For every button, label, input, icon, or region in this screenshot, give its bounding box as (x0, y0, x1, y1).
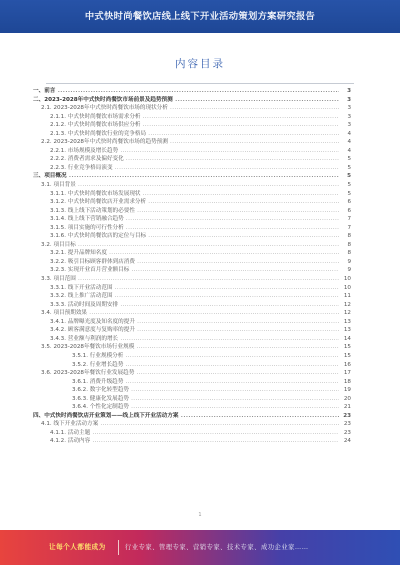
toc-entry[interactable] (33, 369, 351, 378)
toc-entry-title: 3.1.6. 中式快时尚餐饮店的定位与目标 ..... (50, 232, 339, 241)
toc-entry-page: 5 (347, 173, 351, 180)
toc-entry-title: 3.6.2. 数字化转型趋势 ..... (72, 386, 339, 395)
toc-entry-title: 3.4.1. 品牌曝光度及知名度的提升 ..... (50, 318, 339, 327)
toc-entry[interactable] (33, 181, 351, 190)
table-of-contents (33, 87, 351, 446)
page-number: 1 (198, 512, 202, 518)
toc-entry-title: 3.1.3. 线上线下活动策划的必要性 ..... (50, 207, 339, 216)
toc-entry-page: 17 (343, 370, 351, 377)
toc-entry[interactable] (33, 266, 351, 275)
toc-entry-page: 15 (343, 344, 351, 351)
toc-entry-page: 3 (347, 96, 351, 103)
toc-entry[interactable] (33, 241, 351, 250)
toc-entry[interactable] (33, 403, 351, 412)
toc-entry-page: 12 (343, 301, 351, 308)
toc-entry-page: 24 (343, 438, 351, 445)
toc-entry-title: 2.1.2. 中式快时尚餐饮市场供应分析 ..... (50, 121, 339, 130)
toc-entry-page: 11 (343, 293, 351, 300)
toc-entry[interactable] (33, 198, 351, 207)
toc-entry-page: 23 (343, 412, 351, 419)
toc-entry-title: 3.1.2. 中式快时尚餐饮店开业需求分析 ..... (50, 198, 339, 207)
toc-entry-title: 二、2023-2028年中式快时尚餐饮市场前景及趋势预测 ..... (33, 96, 339, 105)
toc-entry-page: 3 (347, 113, 351, 120)
toc-entry-page: 4 (347, 130, 351, 137)
toc-entry-title: 2.2.1. 市场规模及增长趋势 ..... (50, 147, 339, 156)
toc-entry-title: 3.4.3. 营业额与利润的增长 ..... (50, 335, 339, 344)
toc-entry-page: 15 (343, 352, 351, 359)
toc-entry-title: 3.2.1. 提升品牌知名度 ..... (50, 249, 339, 258)
toc-entry[interactable] (33, 437, 351, 446)
toc-heading: 内容目录 (175, 58, 225, 70)
toc-entry-page: 9 (347, 267, 351, 274)
toc-entry[interactable] (33, 155, 351, 164)
toc-entry[interactable] (33, 190, 351, 199)
toc-entry[interactable] (33, 420, 351, 429)
toc-entry-page: 8 (347, 241, 351, 248)
toc-entry-page: 5 (347, 190, 351, 197)
report-title-banner: 中式快时尚餐饮店线上线下开业活动策划方案研究报告 (0, 0, 400, 33)
toc-entry[interactable] (33, 130, 351, 139)
toc-entry-title: 3.6.3. 健康化发展趋势 ..... (72, 395, 339, 404)
toc-entry-page: 10 (343, 284, 351, 291)
toc-entry[interactable] (33, 378, 351, 387)
toc-entry-page: 19 (343, 387, 351, 394)
toc-entry[interactable] (33, 249, 351, 258)
toc-entry-title: 3.4. 项目预期效果 ..... (41, 309, 339, 318)
toc-entry-title: 2.1.1. 中式快时尚餐饮市场需求分析 ..... (50, 113, 339, 122)
title-divider (46, 83, 354, 84)
toc-entry-page: 4 (347, 139, 351, 146)
toc-entry[interactable] (33, 318, 351, 327)
toc-entry[interactable] (33, 224, 351, 233)
toc-entry-page: 9 (347, 258, 351, 265)
toc-entry-title: 3.1.1. 中式快时尚餐饮市场发展现状 ..... (50, 190, 339, 199)
toc-entry-title: 3.2. 项目目标 ..... (41, 241, 339, 250)
toc-entry-page: 14 (343, 335, 351, 342)
toc-entry[interactable] (33, 87, 351, 96)
toc-entry-title: 四、中式快时尚餐饮店开业策划——线上线下开业活动方案 ..... (33, 412, 339, 421)
footer-tagline: 行业专家、管理专家、营销专家、技术专家、成功企业家…… (125, 544, 309, 551)
footer-banner (0, 530, 400, 565)
toc-entry[interactable] (33, 352, 351, 361)
toc-entry-title: 2.1. 2023-2028年中式快时尚餐饮市场的现状分析 ..... (41, 104, 339, 113)
toc-entry-title: 3.5.2. 行业增长趋势 ..... (72, 361, 339, 370)
toc-entry[interactable] (33, 258, 351, 267)
toc-entry[interactable] (33, 147, 351, 156)
toc-entry[interactable] (33, 361, 351, 370)
toc-entry[interactable] (33, 284, 351, 293)
toc-entry-page: 8 (347, 250, 351, 257)
toc-entry-title: 2.1.3. 中式快时尚餐饮行业的竞争格局 ..... (50, 130, 339, 139)
toc-entry-title: 3.4.2. 顾客满意度与复购率的提升 ..... (50, 326, 339, 335)
toc-entry[interactable] (33, 309, 351, 318)
toc-entry-page: 7 (347, 216, 351, 223)
toc-entry-title: 2.2.2. 消费者需求及偏好变化 ..... (50, 155, 339, 164)
toc-entry-title: 3.2.3. 实现开业首月营业额目标 ..... (50, 266, 339, 275)
toc-entry-title: 2.2. 2023-2028年中式快时尚餐饮市场的趋势预测 ..... (41, 138, 339, 147)
toc-entry-title: 3.3.2. 线上推广活动范围 ..... (50, 292, 339, 301)
toc-entry-title: 4.1.1. 活动主题 ..... (50, 429, 339, 438)
toc-entry[interactable] (33, 207, 351, 216)
toc-entry-page: 3 (347, 88, 351, 94)
footer-slogan: 让每个人都能成为 (49, 543, 106, 551)
toc-entry[interactable] (33, 172, 351, 181)
toc-entry-title: 3.3.1. 线下开业活动范围 ..... (50, 284, 339, 293)
toc-entry-title: 3.6.4. 个性化定制趋势 ..... (72, 403, 339, 412)
toc-entry-title: 3.1.4. 线上线下营销融合趋势 ..... (50, 215, 339, 224)
toc-entry[interactable] (33, 326, 351, 335)
toc-entry-title: 一、前言 ..... (33, 87, 339, 96)
toc-entry[interactable] (33, 386, 351, 395)
toc-entry-page: 21 (343, 404, 351, 411)
toc-entry-title: 3.3. 项目范围 ..... (41, 275, 339, 284)
toc-entry-title: 三、项目概况 ..... (33, 172, 339, 181)
toc-entry[interactable] (33, 232, 351, 241)
toc-entry[interactable] (33, 275, 351, 284)
toc-entry-page: 4 (347, 147, 351, 154)
toc-entry-page: 5 (347, 156, 351, 163)
toc-entry-page: 6 (347, 199, 351, 206)
toc-entry-page: 5 (347, 164, 351, 171)
footer-separator (118, 540, 119, 555)
toc-entry-page: 23 (343, 421, 351, 428)
toc-entry[interactable] (33, 292, 351, 301)
toc-entry-title: 3.2.2. 吸引目标顾客群体到店消费 ..... (50, 258, 339, 267)
toc-entry-title: 4.1.2. 活动内容 ..... (50, 437, 339, 446)
toc-entry-title: 3.5.1. 行业规模分析 ..... (72, 352, 339, 361)
toc-entry-title: 3.1. 项目背景 ..... (41, 181, 339, 190)
toc-entry-title: 3.3.3. 活动时间及周期安排 ..... (50, 301, 339, 310)
toc-entry-page: 6 (347, 207, 351, 214)
toc-entry[interactable] (33, 215, 351, 224)
toc-entry[interactable] (33, 138, 351, 147)
toc-entry-page: 23 (343, 429, 351, 436)
toc-entry[interactable] (33, 96, 351, 105)
toc-entry[interactable] (33, 164, 351, 173)
toc-entry-page: 18 (343, 378, 351, 385)
toc-entry-page: 3 (347, 122, 351, 129)
toc-entry-page: 7 (347, 224, 351, 231)
toc-entry[interactable] (33, 429, 351, 438)
toc-entry-page: 8 (347, 233, 351, 240)
toc-entry-title: 2.2.3. 行业竞争格局演变 ..... (50, 164, 339, 173)
toc-entry[interactable] (33, 301, 351, 310)
toc-entry[interactable] (33, 121, 351, 130)
toc-entry-title: 4.1. 线下开业活动方案 ..... (41, 420, 339, 429)
toc-entry-page: 13 (343, 327, 351, 334)
toc-entry-page: 3 (347, 105, 351, 112)
toc-entry[interactable] (33, 343, 351, 352)
toc-entry-title: 3.1.5. 项目实施的可行性分析 ..... (50, 224, 339, 233)
toc-entry[interactable] (33, 113, 351, 122)
toc-entry-page: 20 (343, 395, 351, 402)
toc-entry-page: 16 (343, 361, 351, 368)
toc-entry[interactable] (33, 335, 351, 344)
toc-entry-title: 3.6. 2023-2028年餐饮行业发展趋势 ..... (41, 369, 339, 378)
toc-entry-page: 10 (343, 276, 351, 283)
toc-entry-page: 12 (343, 310, 351, 317)
toc-entry-title: 3.5. 2023-2028年餐饮市场行业规模 ..... (41, 343, 339, 352)
toc-entry[interactable] (33, 395, 351, 404)
toc-entry-page: 5 (347, 182, 351, 189)
toc-entry[interactable] (33, 104, 351, 113)
toc-entry-page: 13 (343, 318, 351, 325)
toc-entry[interactable] (33, 412, 351, 421)
toc-entry-title: 3.6.1. 消费升级趋势 ..... (72, 378, 339, 387)
